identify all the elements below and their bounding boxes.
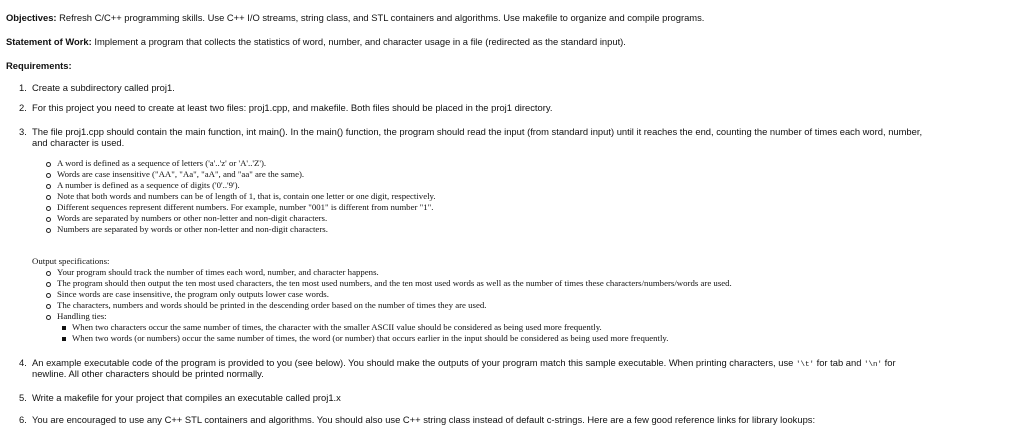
requirement-item-2: 2. For this project you need to create at least two files: proj1.cpp, and makefile. Both files should be placed in the proj1 directory. xyxy=(19,102,553,113)
requirement-item-3-cont: and character is used. xyxy=(32,137,125,148)
output-spec-heading: Output specifications: xyxy=(32,256,110,266)
requirements-heading: Requirements: xyxy=(6,60,72,71)
requirement-item-6: 6. You are encouraged to use any C++ STL containers and algorithms. You should also use C++ string class instead of default c-strings. Here are a few good reference links for library lookups: xyxy=(19,414,816,425)
definition-item: A word is defined as a sequence of letters ('a'..'z' or 'A'..'Z'). xyxy=(57,158,267,168)
definition-item: Note that both words and numbers can be of length of 1, that is, contain one letter or one digit, respectively. xyxy=(57,191,436,201)
bullet-icon xyxy=(46,217,51,222)
bullet-icon xyxy=(46,282,51,287)
requirement-item-4: 4. An example executable code of the program is provided to you (see below). You should make the outputs of your program match this sample executable. When printing characters, use '\t' for tab and '\n' for xyxy=(19,357,896,369)
bullet-icon xyxy=(46,228,51,233)
bullet-icon xyxy=(46,304,51,309)
bullet-icon xyxy=(46,184,51,189)
statement-line xyxy=(6,36,626,47)
definition-item: Words are case insensitive ("AA", "Aa", "aA", and "aa" are the same). xyxy=(57,169,305,179)
bullet-icon xyxy=(46,293,51,298)
definition-item: A number is defined as a sequence of digits ('0'..'9'). xyxy=(57,180,240,190)
square-bullet-icon xyxy=(62,326,66,330)
statement-label: Statement of Work: xyxy=(6,36,92,47)
output-spec-item: Your program should track the number of times each word, number, and character happens. xyxy=(57,267,379,277)
output-spec-item: The program should then output the ten most used characters, the ten most used numbers, and the ten most used words as well as the number of times these characters/numbers/words are used. xyxy=(57,278,732,288)
definition-item: Different sequences represent different numbers. For example, number "001" is different from number "1". xyxy=(57,202,434,212)
bullet-icon xyxy=(46,206,51,211)
bullet-icon xyxy=(46,162,51,167)
objectives-label: Objectives: xyxy=(6,12,57,23)
bullet-icon xyxy=(46,315,51,320)
definition-item: Numbers are separated by words or other non-letter and non-digit characters. xyxy=(57,224,328,234)
definition-item: Words are separated by numbers or other non-letter and non-digit characters. xyxy=(57,213,328,223)
output-spec-item: The characters, numbers and words should be printed in the descending order based on the number of times they are used. xyxy=(57,300,487,310)
bullet-icon xyxy=(46,173,51,178)
statement-text: Implement a program that collects the statistics of word, number, and character usage in a file (redirected as the standard input). xyxy=(91,36,626,47)
objectives-text: Refresh C/C++ programming skills. Use C++ I/O streams, string class, and STL containers and algorithms. Use makefile to organize and compile programs. xyxy=(56,12,705,23)
tie-rule-item: When two words (or numbers) occur the same number of times, the word (or number) that occurs earlier in the input should be considered as being used more frequently. xyxy=(72,333,669,343)
requirement-item-3: 3. The file proj1.cpp should contain the main function, int main(). In the main() function, the program should read the input (from standard input) until it reaches the end, counting the number of times each word, number, xyxy=(19,126,923,137)
bullet-icon xyxy=(46,271,51,276)
square-bullet-icon xyxy=(62,337,66,341)
newline-escape-code: '\n' xyxy=(864,361,883,369)
requirement-item-4-cont: newline. All other characters should be printed normally. xyxy=(32,368,264,379)
bullet-icon xyxy=(46,195,51,200)
output-spec-item: Since words are case insensitive, the program only outputs lower case words. xyxy=(57,289,329,299)
objectives-line xyxy=(6,12,704,23)
output-spec-item: Handling ties: xyxy=(57,311,107,321)
requirement-item-1: 1. Create a subdirectory called proj1. xyxy=(19,82,175,93)
tie-rule-item: When two characters occur the same number of times, the character with the smaller ASCII value should be considered as being used more frequently. xyxy=(72,322,602,332)
tab-escape-code: '\t' xyxy=(795,361,814,369)
requirement-item-5: 5. Write a makefile for your project that compiles an executable called proj1.x xyxy=(19,392,341,403)
